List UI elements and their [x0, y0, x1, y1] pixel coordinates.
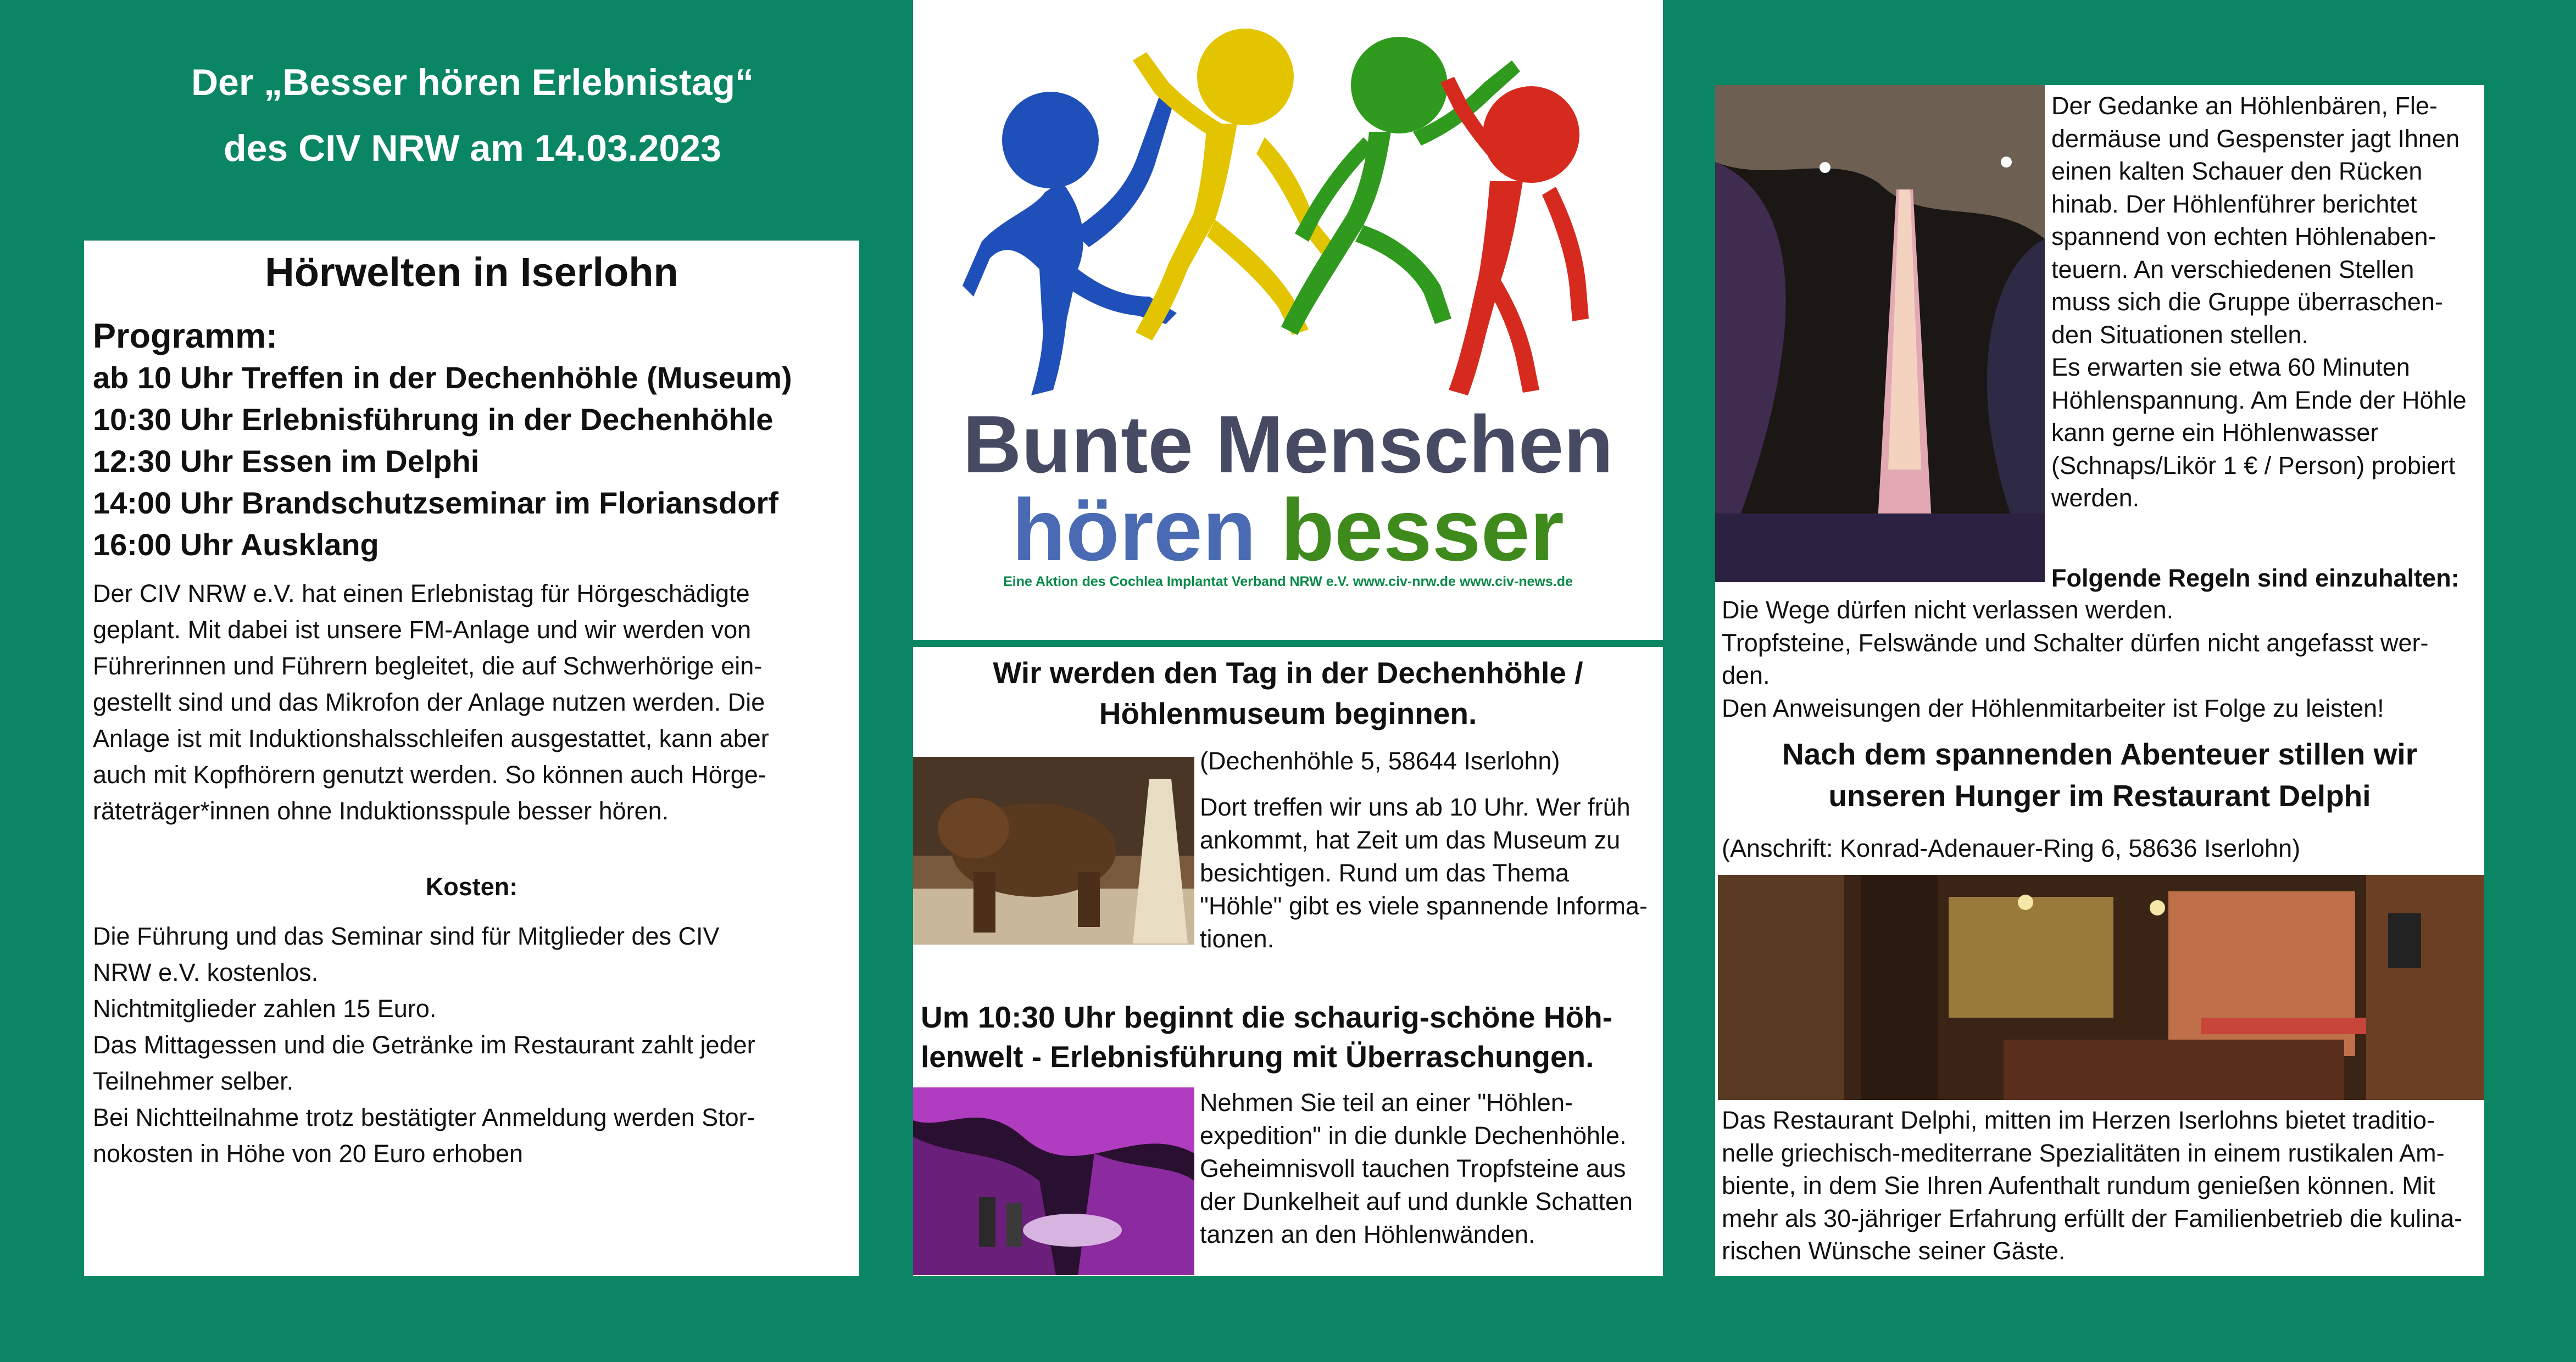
- text-line: nokosten in Höhe von 20 Euro erhoben: [93, 1140, 524, 1168]
- text-line: nelle griechisch-mediterrane Spezialitäten in einem rustikalen Am-: [1722, 1138, 2445, 1167]
- text-line: gestellt sind und das Mikrofon der Anlage nutzen werden. Die: [93, 688, 765, 716]
- dancing-figures-logo: [957, 11, 1616, 406]
- cave-intro-text: [1200, 791, 1661, 956]
- flyer-title-line-1: Der „Besser hören Erlebnistag“: [191, 62, 754, 103]
- cave-intro-panel: [913, 647, 1663, 1276]
- text-line: Das Mittagessen und die Getränke im Restaurant zahlt jeder: [93, 1031, 755, 1059]
- logo-subtitle: Eine Aktion des Cochlea Implantat Verband NRW e.V. www.civ-nrw.de www.civ-news.de: [1003, 574, 1573, 589]
- text-line: (Schnaps/Likör 1 € / Person) probiert: [2051, 451, 2456, 479]
- text-line: geplant. Mit dabei ist unsere FM-Anlage und wir werden von: [93, 616, 752, 644]
- text-line: "Höhle" gibt es viele spannende Informa-: [1200, 892, 1648, 920]
- red-figure: [1440, 77, 1589, 395]
- text-line: besichtigen. Rund um das Thema: [1200, 859, 1570, 887]
- program-item: 12:30 Uhr Essen im Delphi: [93, 444, 480, 478]
- costs-heading: Kosten:: [425, 873, 518, 901]
- text-line: räteträger*innen ohne Induktionsspule besser hören.: [93, 797, 669, 825]
- restaurant-photo: [1718, 875, 2484, 1100]
- text-line: kann gerne ein Höhlenwasser: [2051, 418, 2379, 446]
- text-line: tanzen an den Höhlenwänden.: [1200, 1220, 1535, 1248]
- program-panel-title: Hörwelten in Iserlohn: [265, 249, 678, 295]
- text-line: biente, in dem Sie Ihren Aufenthalt rundum genießen können. Mit: [1722, 1171, 2435, 1199]
- heading-line: Wir werden den Tag in der Dechenhöhle /: [993, 656, 1583, 690]
- program-item: ab 10 Uhr Treffen in der Dechenhöhle (Museum): [93, 360, 792, 395]
- museum-bear-photo: [913, 757, 1194, 945]
- program-item: 10:30 Uhr Erlebnisführung in der Dechenhöhle: [93, 402, 774, 437]
- program-panel: [84, 241, 859, 1276]
- program-heading: Programm:: [93, 317, 278, 355]
- text-line: einen kalten Schauer den Rücken: [2051, 157, 2423, 185]
- rule-item: Den Anweisungen der Höhlenmitarbeiter ist Folge zu leisten!: [1722, 694, 2384, 722]
- restaurant-address: (Anschrift: Konrad-Adenauer-Ring 6, 58636 Iserlohn): [1722, 834, 2301, 862]
- tour-heading: [921, 997, 1657, 1076]
- rule-item: Tropfsteine, Felswände und Schalter dürfen nicht angefasst wer-: [1722, 628, 2429, 657]
- logo-wordmark-line-2: [913, 483, 1663, 577]
- text-line: Führerinnen und Führern begleitet, die auf Schwerhörige ein-: [93, 652, 763, 680]
- text-line: expedition" in die dunkle Dechenhöhle.: [1200, 1121, 1627, 1149]
- text-line: Die Führung und das Seminar sind für Mitglieder des CIV: [93, 922, 720, 950]
- tour-text: [1200, 1086, 1661, 1251]
- dancing-figures-graphic: [957, 11, 1616, 406]
- flyer-title-line-2: des CIV NRW am 14.03.2023: [224, 127, 721, 169]
- text-line: Geheimnisvoll tauchen Tropfsteine aus: [1200, 1154, 1626, 1182]
- rule-item: Die Wege dürfen nicht verlassen werden.: [1722, 596, 2174, 624]
- text-line: teuern. An verschiedenen Stellen: [2051, 255, 2414, 283]
- text-line: der Dunkelheit auf und dunkle Schatten: [1200, 1187, 1633, 1215]
- cave-tour-photo: [913, 1087, 1194, 1275]
- logo-word-besser: besser: [1280, 481, 1564, 579]
- heading-line: unseren Hunger im Restaurant Delphi: [1828, 779, 2371, 813]
- text-line: ankommt, hat Zeit um das Museum zu: [1200, 826, 1621, 854]
- intro-paragraph: [93, 576, 850, 829]
- logo-panel: [913, 0, 1663, 640]
- program-item: 14:00 Uhr Brandschutzseminar im Floriansdorf: [93, 485, 778, 520]
- flyer-title: [82, 49, 863, 181]
- text-line: Bei Nichtteilnahme trotz bestätigter Anmeldung werden Stor-: [93, 1103, 755, 1131]
- text-line: Anlage ist mit Induktionshalsschleifen ausgestattet, kann aber: [93, 724, 769, 752]
- cave-intro-heading: [924, 652, 1652, 734]
- text-line: Das Restaurant Delphi, mitten im Herzen Iserlohns bietet traditio-: [1722, 1106, 2435, 1134]
- text-line: mehr als 30-jähriger Erfahrung erfüllt der Familienbetrieb die kulina-: [1722, 1204, 2463, 1232]
- text-line: muss sich die Gruppe überraschen-: [2051, 288, 2443, 316]
- text-line: Nichtmitglieder zahlen 15 Euro.: [93, 995, 437, 1023]
- text-line: Dort treffen wir uns ab 10 Uhr. Wer früh: [1200, 793, 1631, 821]
- text-line: Höhlenspannung. Am Ende der Höhle: [2051, 386, 2467, 414]
- text-line: auch mit Kopfhörern genutzt werden. So können auch Hörge-: [93, 761, 766, 789]
- restaurant-heading: [1715, 733, 2484, 817]
- text-line: dermäuse und Gespenster jagt Ihnen: [2051, 124, 2460, 153]
- rule-item: den.: [1722, 661, 1770, 689]
- rules-list: [1722, 594, 2483, 724]
- blue-figure: [962, 92, 1177, 395]
- program-list: [93, 357, 850, 566]
- rules-heading: Folgende Regeln sind einzuhalten:: [2051, 564, 2460, 592]
- text-line: Es erwarten sie etwa 60 Minuten: [2051, 353, 2410, 381]
- stalactite-photo: [1715, 85, 2045, 582]
- text-line: den Situationen stellen.: [2051, 320, 2308, 349]
- program-item: 16:00 Uhr Ausklang: [93, 527, 379, 562]
- text-line: hinab. Der Höhlenführer berichtet: [2051, 189, 2417, 218]
- restaurant-description: [1722, 1104, 2483, 1268]
- costs-paragraph: [93, 918, 850, 1172]
- text-line: NRW e.V. kostenlos.: [93, 958, 319, 986]
- heading-line: lenwelt - Erlebnisführung mit Überraschungen.: [921, 1040, 1594, 1074]
- heading-line: Um 10:30 Uhr beginnt die schaurig-schöne Höh-: [921, 1000, 1613, 1034]
- cave-restaurant-panel: [1715, 85, 2484, 1276]
- cave-description: [2051, 90, 2483, 515]
- text-line: rischen Wünsche seiner Gäste.: [1722, 1237, 2066, 1265]
- text-line: Der CIV NRW e.V. hat einen Erlebnistag für Hörgeschädigte: [93, 579, 750, 607]
- text-line: tionen.: [1200, 925, 1275, 953]
- logo-word-hoeren: hören: [1012, 481, 1256, 579]
- text-line: Teilnehmer selber.: [93, 1067, 294, 1095]
- text-line: spannend von echten Höhlenaben-: [2051, 222, 2436, 250]
- text-line: Der Gedanke an Höhlenbären, Fle-: [2051, 92, 2438, 120]
- text-line: werden.: [2051, 484, 2140, 512]
- heading-line: Nach dem spannenden Abenteuer stillen wir: [1782, 737, 2418, 771]
- text-line: Nehmen Sie teil an einer "Höhlen-: [1200, 1089, 1573, 1117]
- cave-address: (Dechenhöhle 5, 58644 Iserlohn): [1200, 747, 1560, 775]
- heading-line: Höhlenmuseum beginnen.: [1099, 696, 1477, 730]
- logo-wordmark-line-1: Bunte Menschen: [962, 399, 1614, 490]
